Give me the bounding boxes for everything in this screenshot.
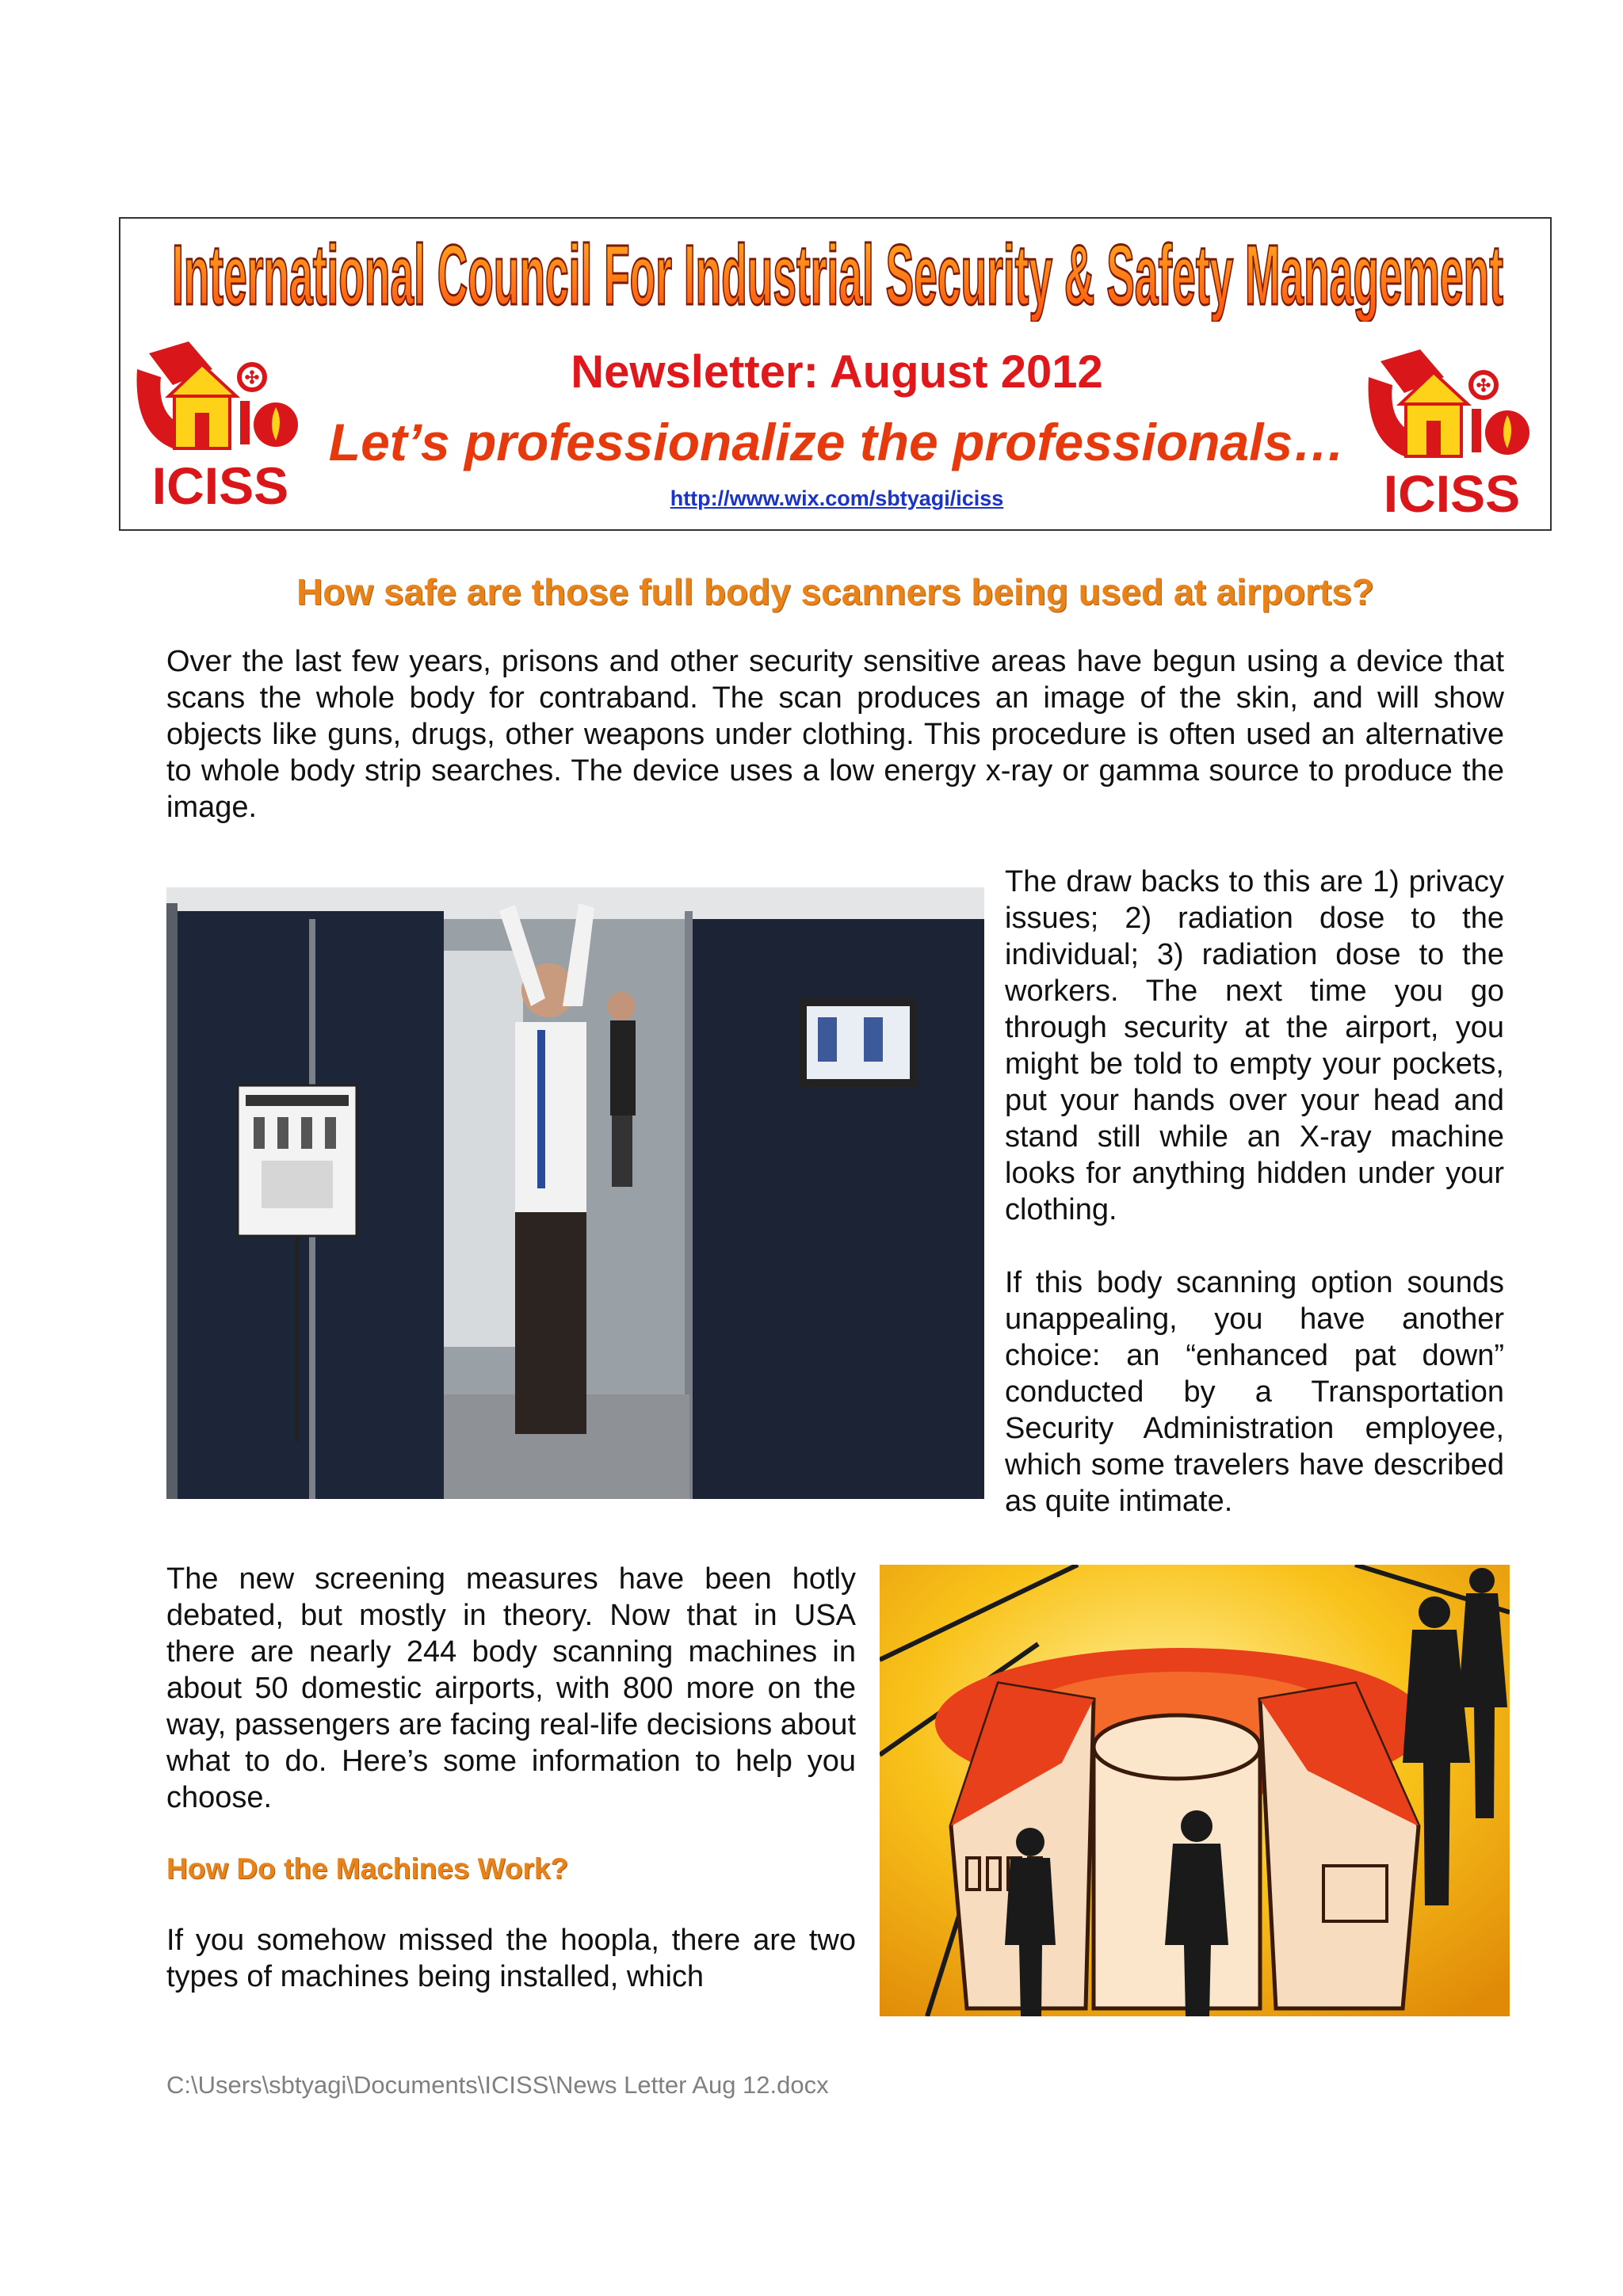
- tagline: Let’s professionalize the professionals…: [328, 413, 1346, 471]
- left-column: [166, 1561, 856, 2031]
- document-path-footer: C:\Users\sbtyagi\Documents\ICISS\News Letter Aug 12.docx: [166, 2071, 829, 2099]
- newsletter-header: [119, 217, 1552, 531]
- screening-paragraph: The new screening measures have been hotly debated, but mostly in theory. Now that in USA there are nearly 244 body scanning machines in about 50 domestic airports, with 800 more on the way, passengers are facing real-life decisions about what to do. Here’s some information to help you choose.: [166, 1562, 856, 1814]
- intro-paragraph: Over the last few years, prisons and other security sensitive areas have begun using a device that scans the whole body for contraband. The scan produces an image of the skin, and will show objects like guns, drugs, other weapons under clothing. This procedure is often used an alternative to whole body strip searches. The device uses a low energy x-ray or gamma source to produce the image.: [166, 645, 1504, 824]
- org-title-text: International Council For Industrial Security & Safety Management: [172, 227, 1503, 322]
- newsletter-date: Newsletter: August 2012: [571, 346, 1103, 398]
- pat-down-paragraph: If this body scanning option sounds unappealing, you have another choice: an “enhanced pat down” conducted by a Transportation Security Administration employee, which some travelers have described as quite intimate.: [1005, 1266, 1504, 1518]
- right-column: [1005, 864, 1504, 1556]
- article-title: How safe are those full body scanners being used at airports?: [296, 571, 1374, 612]
- section-subheading: How Do the Machines Work?: [166, 1852, 569, 1885]
- svg-text:✣: ✣: [1476, 376, 1491, 395]
- logo-left-text: ICISS: [151, 456, 289, 515]
- org-title-banner: [168, 227, 1507, 322]
- drawbacks-paragraph: The draw backs to this are 1) privacy issues; 2) radiation dose to the individual; 3) radiation dose to the workers. The next time you go through security at the airport, you might be told to empty your pockets, put your hands over your head and stand still while an X-ray machine looks for anything hidden under your clothing.: [1005, 865, 1504, 1226]
- logo-right-text: ICISS: [1383, 464, 1521, 523]
- scanner-illustration: [880, 1565, 1510, 2016]
- body-scanner-photo: [166, 887, 984, 1499]
- machines-paragraph: If you somehow missed the hoopla, there are two types of machines being installed, which: [166, 1924, 856, 1993]
- svg-text:✣: ✣: [244, 368, 260, 387]
- website-link[interactable]: http://www.wix.com/sbtyagi/iciss: [670, 486, 1004, 510]
